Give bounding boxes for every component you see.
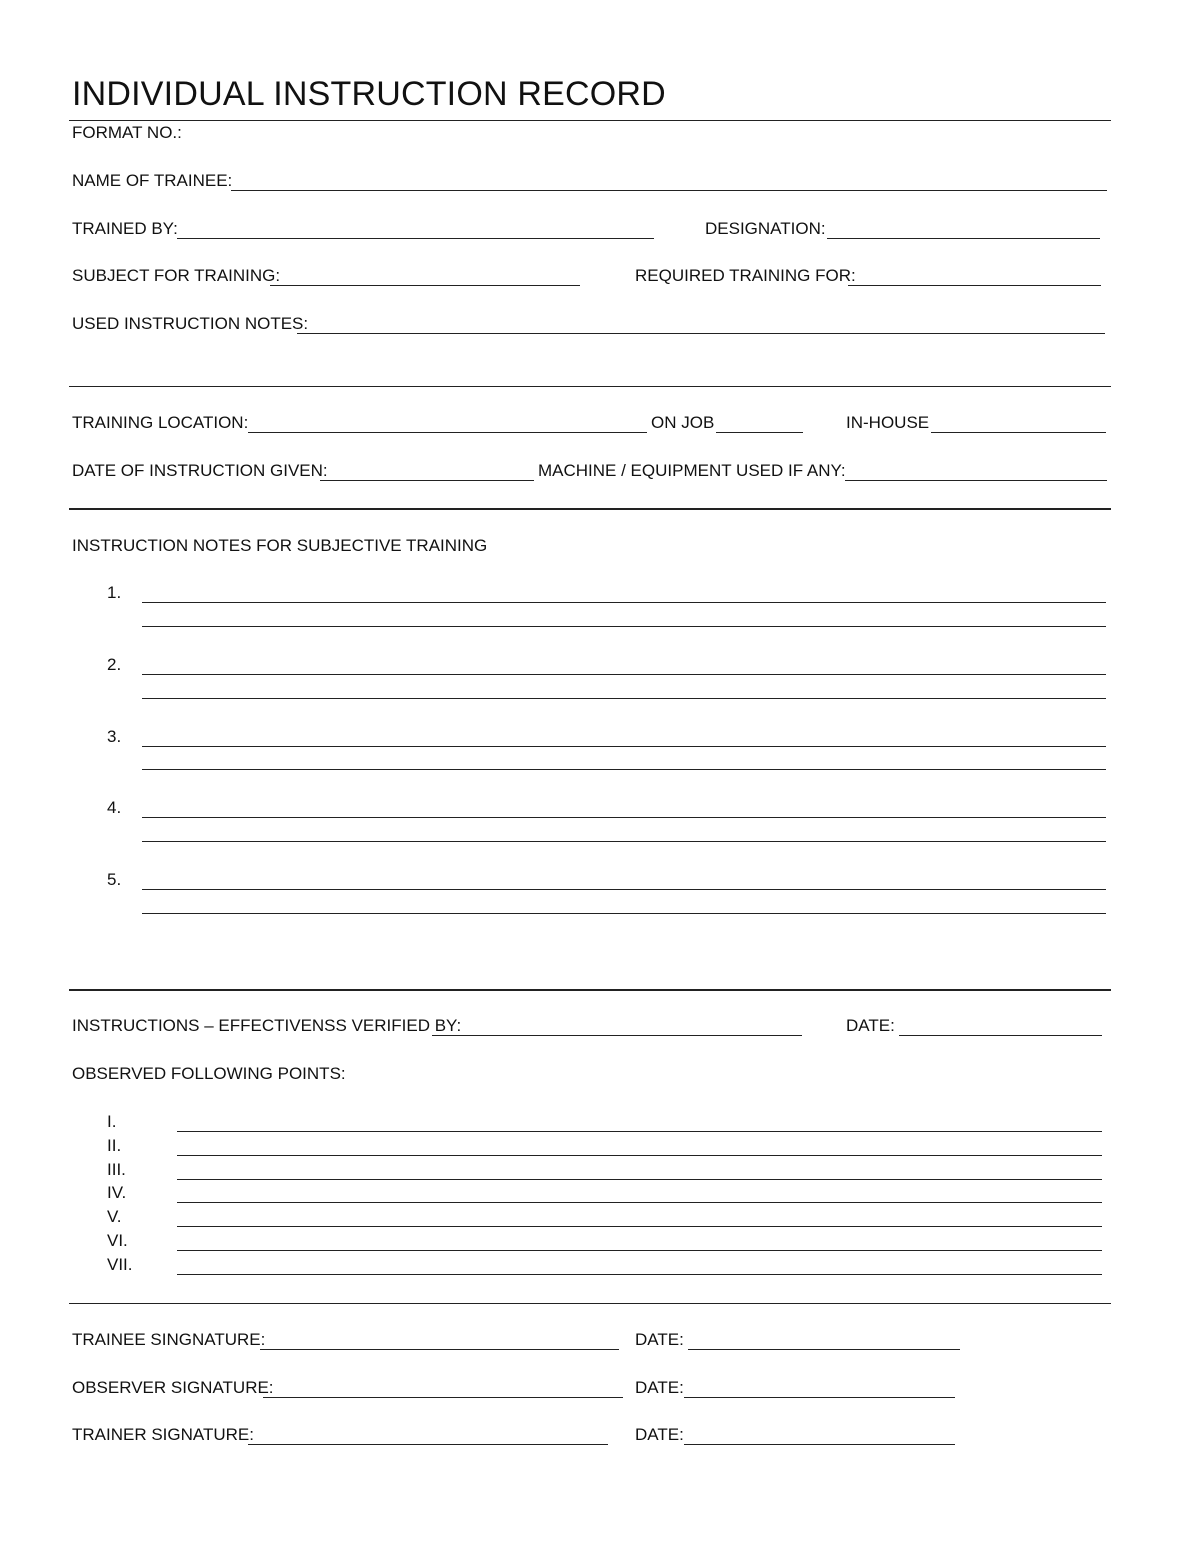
point-line[interactable] xyxy=(177,1155,1102,1156)
point-line[interactable] xyxy=(177,1226,1102,1227)
trainer-signature-label: TRAINER SIGNATURE: xyxy=(72,1425,254,1444)
trainer-date-field[interactable] xyxy=(684,1444,955,1445)
note-number: 4. xyxy=(107,798,122,817)
used-instruction-notes-label: USED INSTRUCTION NOTES: xyxy=(72,314,309,333)
machine-equipment-label: MACHINE / EQUIPMENT USED IF ANY: xyxy=(538,461,846,480)
point-line[interactable] xyxy=(177,1179,1102,1180)
instruction-notes-heading: INSTRUCTION NOTES FOR SUBJECTIVE TRAINING xyxy=(72,536,488,555)
subject-for-training-label: SUBJECT FOR TRAINING: xyxy=(72,266,281,285)
training-location-label: TRAINING LOCATION: xyxy=(72,413,249,432)
note-line[interactable] xyxy=(142,626,1106,627)
point-number: IV. xyxy=(107,1183,127,1202)
point-number: III. xyxy=(107,1160,126,1179)
verification-date-field[interactable] xyxy=(899,1035,1102,1036)
in-house-field[interactable] xyxy=(931,432,1106,433)
note-number: 1. xyxy=(107,583,122,602)
section-divider xyxy=(69,1303,1111,1304)
point-line[interactable] xyxy=(177,1250,1102,1251)
verification-date-label: DATE: xyxy=(846,1016,895,1035)
trained-by-field[interactable] xyxy=(177,238,654,239)
in-house-label: IN-HOUSE xyxy=(846,413,930,432)
point-number: VII. xyxy=(107,1255,133,1274)
trained-by-label: TRAINED BY: xyxy=(72,219,178,238)
trainee-date-field[interactable] xyxy=(688,1349,960,1350)
trainee-signature-field[interactable] xyxy=(260,1349,619,1350)
observer-signature-label: OBSERVER SIGNATURE: xyxy=(72,1378,274,1397)
trainer-date-label: DATE: xyxy=(635,1425,684,1444)
on-job-field[interactable] xyxy=(716,432,803,433)
point-line[interactable] xyxy=(177,1274,1102,1275)
note-line[interactable] xyxy=(142,674,1106,675)
note-line[interactable] xyxy=(142,841,1106,842)
designation-field[interactable] xyxy=(827,238,1100,239)
verified-by-label: INSTRUCTIONS – EFFECTIVENSS VERIFIED BY: xyxy=(72,1016,462,1035)
name-of-trainee-field[interactable] xyxy=(231,190,1107,191)
section-divider xyxy=(69,508,1111,510)
subject-for-training-field[interactable] xyxy=(270,285,580,286)
used-instruction-notes-field[interactable] xyxy=(297,333,1105,334)
verified-by-field[interactable] xyxy=(432,1035,802,1036)
note-line[interactable] xyxy=(142,746,1106,747)
trainee-signature-label: TRAINEE SINGNATURE: xyxy=(72,1330,266,1349)
note-number: 2. xyxy=(107,655,122,674)
point-number: VI. xyxy=(107,1231,128,1250)
training-location-field[interactable] xyxy=(248,432,647,433)
point-line[interactable] xyxy=(177,1202,1102,1203)
on-job-label: ON JOB xyxy=(651,413,715,432)
point-number: I. xyxy=(107,1112,117,1131)
note-line[interactable] xyxy=(142,769,1106,770)
note-line[interactable] xyxy=(142,889,1106,890)
note-line[interactable] xyxy=(142,698,1106,699)
trainer-signature-field[interactable] xyxy=(248,1444,608,1445)
note-line[interactable] xyxy=(142,913,1106,914)
machine-equipment-field[interactable] xyxy=(845,480,1107,481)
name-of-trainee-label: NAME OF TRAINEE: xyxy=(72,171,233,190)
observer-date-field[interactable] xyxy=(684,1397,955,1398)
date-of-instruction-label: DATE OF INSTRUCTION GIVEN: xyxy=(72,461,328,480)
page-title: INDIVIDUAL INSTRUCTION RECORD xyxy=(72,75,666,113)
required-training-for-field[interactable] xyxy=(848,285,1101,286)
title-divider xyxy=(69,120,1111,121)
section-divider xyxy=(69,386,1111,387)
note-number: 5. xyxy=(107,870,122,889)
point-number: II. xyxy=(107,1136,122,1155)
point-line[interactable] xyxy=(177,1131,1102,1132)
designation-label: DESIGNATION: xyxy=(705,219,826,238)
observer-date-label: DATE: xyxy=(635,1378,684,1397)
trainee-date-label: DATE: xyxy=(635,1330,684,1349)
point-number: V. xyxy=(107,1207,122,1226)
required-training-for-label: REQUIRED TRAINING FOR: xyxy=(635,266,856,285)
note-line[interactable] xyxy=(142,602,1106,603)
observer-signature-field[interactable] xyxy=(263,1397,623,1398)
note-line[interactable] xyxy=(142,817,1106,818)
date-of-instruction-field[interactable] xyxy=(320,480,534,481)
note-number: 3. xyxy=(107,727,122,746)
format-no-label: FORMAT NO.: xyxy=(72,123,182,142)
observed-points-label: OBSERVED FOLLOWING POINTS: xyxy=(72,1064,346,1083)
section-divider xyxy=(69,989,1111,991)
